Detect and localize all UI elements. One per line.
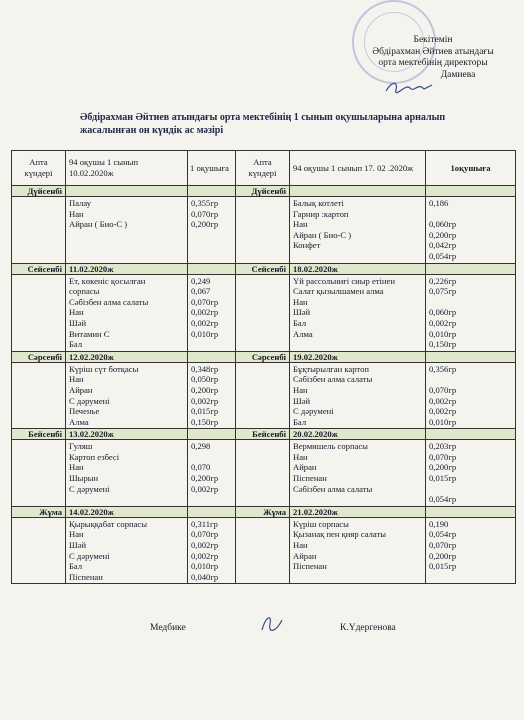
day-date-right bbox=[290, 186, 426, 197]
menu-items-right bbox=[290, 362, 426, 429]
menu-qty: 0,015гр bbox=[429, 473, 457, 484]
medic-label: Медбике bbox=[150, 623, 186, 633]
day-row bbox=[12, 186, 516, 197]
header-week2: 94 оқушы 1 сынып 17. 02 .2020ж bbox=[290, 151, 426, 186]
menu-items-right bbox=[290, 197, 426, 264]
day-date-left: 12.02.2020ж bbox=[66, 351, 188, 362]
menu-qty bbox=[429, 297, 512, 308]
menu-qty-right bbox=[426, 274, 516, 351]
menu-qty: 0,311гр bbox=[191, 518, 218, 529]
header-day-left: Апта күндері bbox=[12, 151, 66, 186]
menu-row bbox=[12, 362, 516, 429]
menu-qty: 0,060гр bbox=[429, 219, 457, 230]
menu-qty: 0,054гр bbox=[429, 529, 457, 540]
approval-line-4: Дамиева bbox=[440, 69, 476, 80]
menu-blank-left bbox=[12, 517, 66, 584]
menu-item: Шырын bbox=[69, 473, 99, 484]
menu-item: Алма bbox=[293, 328, 313, 339]
menu-qty: 0,015гр bbox=[429, 561, 457, 572]
menu-qty: 0,010гр bbox=[191, 561, 219, 572]
menu-blank-right bbox=[236, 197, 290, 264]
day-date-right: 20.02.2020ж bbox=[290, 429, 426, 440]
day-name-left: Дүйсенбі bbox=[12, 186, 66, 197]
day-date-left: 11.02.2020ж bbox=[66, 263, 188, 274]
day-empty-left bbox=[188, 351, 236, 362]
menu-qty: 0,002гр bbox=[191, 483, 219, 494]
menu-qty: 0,249 bbox=[191, 275, 211, 286]
menu-qty: 0,040гр bbox=[191, 571, 219, 582]
menu-items-left bbox=[66, 517, 188, 584]
menu-qty: 0,203гр bbox=[429, 441, 457, 452]
menu-item: Айран bbox=[293, 550, 317, 561]
menu-qty: 0,060гр bbox=[429, 307, 457, 318]
day-empty-right bbox=[426, 351, 516, 362]
menu-item: Шәй bbox=[293, 307, 311, 318]
menu-item: Қырыққабат сорпасы bbox=[69, 518, 148, 529]
menu-blank-left bbox=[12, 197, 66, 264]
menu-qty: 0,348гр bbox=[191, 363, 219, 374]
menu-qty: 0,015гр bbox=[191, 406, 219, 417]
day-row bbox=[12, 351, 516, 362]
menu-qty: 0,002гр bbox=[429, 317, 457, 328]
menu-item bbox=[293, 572, 422, 583]
menu-item: С дәрумені bbox=[69, 550, 110, 561]
menu-qty-right bbox=[426, 440, 516, 507]
menu-qty: 0,050гр bbox=[191, 374, 219, 385]
menu-qty: 0,355гр bbox=[191, 198, 219, 208]
menu-item: Алма bbox=[69, 416, 89, 427]
menu-qty: 0,150гр bbox=[191, 416, 219, 427]
menu-item: Нан bbox=[293, 384, 308, 395]
day-name-left: Сейсенбі bbox=[12, 263, 66, 274]
menu-qty: 0,002гр bbox=[191, 317, 219, 328]
menu-item: Айран ( Био-С ) bbox=[293, 229, 352, 240]
menu-qty: 0,200гр bbox=[191, 473, 219, 484]
menu-item: Печенье bbox=[69, 406, 100, 417]
menu-qty: 0,200гр bbox=[429, 229, 457, 240]
menu-item: Палау bbox=[69, 198, 92, 208]
day-date-left: 14.02.2020ж bbox=[66, 506, 188, 517]
menu-item bbox=[293, 339, 422, 350]
menu-qty: 0,002гр bbox=[429, 395, 457, 406]
menu-qty: 0,010гр bbox=[429, 416, 457, 427]
menu-qty bbox=[191, 339, 232, 350]
day-empty-right bbox=[426, 186, 516, 197]
menu-item: сорпасы bbox=[69, 286, 100, 297]
menu-blank-left bbox=[12, 274, 66, 351]
medic-name: К.Үдергенова bbox=[340, 623, 396, 633]
menu-item: Айран bbox=[69, 384, 93, 395]
day-name-right: Сәрсенбі bbox=[236, 351, 290, 362]
menu-blank-left bbox=[12, 362, 66, 429]
menu-item: Бал bbox=[293, 416, 307, 427]
menu-qty: 0,226гр bbox=[429, 275, 457, 286]
day-name-left: Сәрсенбі bbox=[12, 351, 66, 362]
menu-item: Қызанақ пен қияр салаты bbox=[293, 529, 387, 540]
menu-row bbox=[12, 274, 516, 351]
day-row bbox=[12, 429, 516, 440]
menu-item: Сәбізбен алма салаты bbox=[69, 296, 149, 307]
menu-qty: 0,070гр bbox=[429, 540, 457, 551]
menu-qty-left bbox=[188, 440, 236, 507]
menu-item: Сәбізбен алма салаты bbox=[293, 483, 373, 494]
menu-items-right bbox=[290, 517, 426, 584]
menu-qty: 0,070гр bbox=[429, 451, 457, 462]
day-empty-right bbox=[426, 263, 516, 274]
menu-qty: 0,070гр bbox=[191, 529, 219, 540]
menu-item: Бал bbox=[293, 317, 307, 328]
header-qty-right: 1оқушыға bbox=[426, 151, 516, 186]
menu-qty: 0,070гр bbox=[429, 384, 457, 395]
menu-items-left bbox=[66, 362, 188, 429]
menu-blank-left bbox=[12, 440, 66, 507]
day-date-right: 21.02.2020ж bbox=[290, 506, 426, 517]
day-date-right: 19.02.2020ж bbox=[290, 351, 426, 362]
menu-qty: 0,054гр bbox=[429, 250, 457, 261]
menu-item: Піспенан bbox=[69, 571, 103, 582]
menu-qty-right bbox=[426, 517, 516, 584]
menu-item: Шәй bbox=[69, 317, 87, 328]
menu-qty bbox=[429, 572, 512, 583]
menu-qty-right bbox=[426, 362, 516, 429]
menu-blank-right bbox=[236, 440, 290, 507]
menu-qty-left bbox=[188, 197, 236, 264]
menu-table bbox=[11, 150, 516, 584]
menu-item: Нан bbox=[69, 208, 84, 219]
menu-qty: 0,067 bbox=[191, 286, 211, 297]
menu-item: Күріш сорпасы bbox=[293, 518, 349, 529]
day-row bbox=[12, 263, 516, 274]
menu-qty: 0,190 bbox=[429, 518, 449, 529]
menu-qty: 0,054гр bbox=[429, 494, 457, 505]
menu-item: Нан bbox=[69, 462, 84, 473]
menu-qty: 0,002гр bbox=[191, 395, 219, 406]
menu-qty: 0,075гр bbox=[429, 286, 457, 297]
menu-qty: 0,070 bbox=[191, 462, 211, 473]
menu-qty: 0,002гр bbox=[191, 550, 219, 561]
menu-item: Нан bbox=[69, 529, 84, 540]
medic-signature-icon bbox=[256, 612, 286, 634]
menu-qty bbox=[429, 209, 512, 220]
menu-qty: 0,200гр bbox=[191, 384, 219, 395]
header-day-right: Апта күндері bbox=[236, 151, 290, 186]
day-row bbox=[12, 506, 516, 517]
day-empty-left bbox=[188, 429, 236, 440]
approval-line-2: Әбдірахман Әйтиев атындағы bbox=[372, 46, 494, 57]
menu-qty: 0,010гр bbox=[429, 328, 457, 339]
menu-blank-right bbox=[236, 517, 290, 584]
menu-qty-left bbox=[188, 362, 236, 429]
approval-line-1: Бекітемін bbox=[413, 35, 453, 45]
approval-line-3: орта мектебінің директоры bbox=[378, 58, 488, 68]
menu-item: Күріш сүт ботқасы bbox=[69, 363, 139, 374]
menu-item: Салат қызылшамен алма bbox=[293, 286, 384, 297]
menu-qty bbox=[429, 374, 512, 385]
menu-item: Гуляш bbox=[69, 441, 93, 452]
menu-item: С дәрумені bbox=[69, 395, 110, 406]
menu-item: Ет, көкеніс қосылған bbox=[69, 275, 146, 286]
menu-item: Картоп езбесі bbox=[69, 451, 120, 462]
menu-qty: 0,200гр bbox=[191, 219, 219, 230]
menu-blank-right bbox=[236, 362, 290, 429]
menu-item: Шәй bbox=[69, 540, 87, 551]
menu-qty-left bbox=[188, 274, 236, 351]
menu-items-left bbox=[66, 274, 188, 351]
director-signature-icon bbox=[384, 79, 434, 95]
menu-item: Бал bbox=[69, 339, 83, 350]
menu-qty: 0,042гр bbox=[429, 240, 457, 251]
menu-item: С дәрумені bbox=[69, 483, 110, 494]
menu-item: Нан bbox=[293, 540, 308, 551]
menu-qty: 0,200гр bbox=[429, 462, 457, 473]
day-date-right: 18.02.2020ж bbox=[290, 263, 426, 274]
menu-qty: 0,298 bbox=[191, 441, 211, 452]
menu-item bbox=[293, 494, 422, 505]
menu-item: Вермишель сорпасы bbox=[293, 441, 368, 452]
menu-item: Үй рассольниғі сиыр етінен bbox=[293, 275, 395, 286]
day-name-right: Бейсенбі bbox=[236, 429, 290, 440]
day-date-left: 13.02.2020ж bbox=[66, 429, 188, 440]
menu-qty: 0,070гр bbox=[191, 296, 219, 307]
menu-item: Нан bbox=[293, 296, 308, 307]
menu-qty: 0,200гр bbox=[429, 550, 457, 561]
day-name-left: Жұма bbox=[12, 506, 66, 517]
approval-block bbox=[358, 35, 508, 81]
day-empty-left bbox=[188, 506, 236, 517]
menu-qty: 0,002гр bbox=[191, 307, 219, 318]
day-name-left: Бейсенбі bbox=[12, 429, 66, 440]
menu-qty: 0,070гр bbox=[191, 208, 219, 219]
menu-item: Бал bbox=[69, 561, 83, 572]
menu-row bbox=[12, 517, 516, 584]
day-date-left bbox=[66, 186, 188, 197]
menu-item: Піспенан bbox=[293, 561, 327, 572]
day-name-right: Жұма bbox=[236, 506, 290, 517]
menu-item: Шәй bbox=[293, 395, 311, 406]
menu-items-right bbox=[290, 440, 426, 507]
menu-qty: 0,356гр bbox=[429, 363, 457, 374]
menu-item: Нан bbox=[293, 451, 308, 462]
menu-items-left bbox=[66, 440, 188, 507]
menu-qty-right bbox=[426, 197, 516, 264]
menu-item: Нан bbox=[69, 307, 84, 318]
day-empty-right bbox=[426, 429, 516, 440]
day-empty-left bbox=[188, 263, 236, 274]
menu-blank-right bbox=[236, 274, 290, 351]
day-name-right: Дүйсенбі bbox=[236, 186, 290, 197]
menu-item: Бұқтырылған картоп bbox=[293, 363, 369, 374]
menu-item bbox=[293, 251, 422, 262]
menu-qty bbox=[429, 484, 512, 495]
menu-qty: 0,002гр bbox=[429, 406, 457, 417]
day-empty-left bbox=[188, 186, 236, 197]
menu-item: Айран ( Био-С ) bbox=[69, 219, 128, 230]
menu-qty: 0,010гр bbox=[191, 328, 219, 339]
menu-item: Витамин С bbox=[69, 328, 110, 339]
menu-item: Балық котлеті bbox=[293, 198, 344, 208]
header-week1: 94 оқушы 1 сынып 10.02.2020ж bbox=[66, 151, 188, 186]
menu-qty bbox=[191, 452, 232, 463]
menu-item: Нан bbox=[69, 374, 84, 385]
menu-qty-left bbox=[188, 517, 236, 584]
menu-row bbox=[12, 440, 516, 507]
menu-item: Піспенан bbox=[293, 473, 327, 484]
menu-qty: 0,002гр bbox=[191, 540, 219, 551]
menu-items-left bbox=[66, 197, 188, 264]
menu-item: Гарнир :картоп bbox=[293, 208, 349, 219]
menu-row bbox=[12, 197, 516, 264]
menu-item: Нан bbox=[293, 219, 308, 230]
page-title: Әбдірахман Әйтиев атындағы орта мектебінің 1 сынып оқушыларына арналып жасалынған он күндік ас мәзірі bbox=[80, 112, 446, 136]
header-qty-left: 1 оқушыға bbox=[188, 151, 236, 186]
menu-item: Сәбізбен алма салаты bbox=[293, 374, 373, 385]
menu-item: Конфет bbox=[293, 240, 321, 251]
day-name-right: Сейсенбі bbox=[236, 263, 290, 274]
menu-qty: 0,150гр bbox=[429, 339, 457, 350]
menu-items-right bbox=[290, 274, 426, 351]
day-empty-right bbox=[426, 506, 516, 517]
table-header-row bbox=[12, 151, 516, 186]
menu-qty: 0,186 bbox=[429, 198, 449, 208]
menu-item: Айран bbox=[293, 462, 317, 473]
menu-item: С дәрумені bbox=[293, 406, 334, 417]
